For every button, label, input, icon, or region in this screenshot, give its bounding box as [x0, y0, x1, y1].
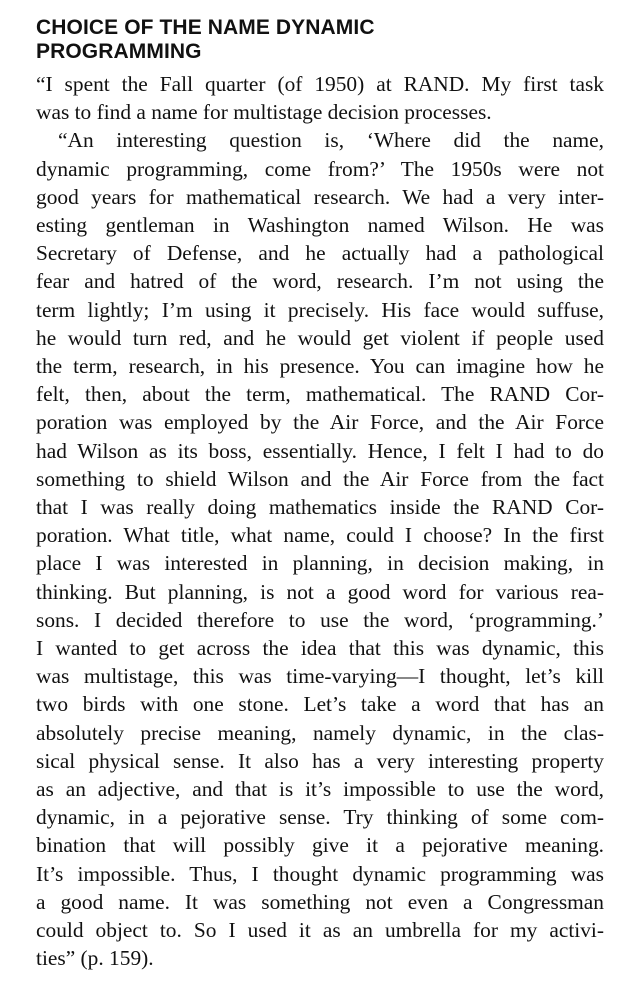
text-line: esting gentleman in Washington named Wilson. He was [36, 213, 604, 238]
text-line: had Wilson as its boss, essentially. Hence, I felt I had to do [36, 438, 604, 463]
text-line: bination that will possibly give it a pejorative meaning. [36, 833, 604, 858]
text-line: “An interesting question is, ‘Where did the name, [58, 128, 604, 153]
text-line: Secretary of Defense, and he actually had a pathological [36, 241, 604, 266]
text-line: poration was employed by the Air Force, and the Air Force [36, 410, 604, 435]
text-line: ties” (p. 159). [36, 946, 154, 971]
text-line: was to find a name for multistage decision processes. [36, 100, 492, 125]
document-page [36, 16, 604, 973]
paragraph-intro [36, 70, 604, 126]
text-line: term lightly; I’m using it precisely. His face would suffuse, [36, 297, 604, 322]
text-line: he would turn red, and he would get violent if people used [36, 325, 604, 350]
text-line: place I was interested in planning, in decision making, in [36, 551, 604, 576]
section-heading-line: PROGRAMMING [36, 40, 202, 63]
text-line: something to shield Wilson and the Air Force from the fact [36, 466, 604, 491]
text-line: that I was really doing mathematics inside the RAND Cor- [36, 495, 604, 520]
text-line: good years for mathematical research. We had a very inter- [36, 184, 604, 209]
text-line: two birds with one stone. Let’s take a word that has an [36, 692, 604, 717]
text-line: I wanted to get across the idea that this was dynamic, this [36, 636, 604, 661]
text-line: sical physical sense. It also has a very interesting property [36, 748, 604, 773]
text-line: sons. I decided therefore to use the word, ‘programming.’ [36, 607, 604, 632]
text-line: absolutely precise meaning, namely dynamic, in the clas- [36, 720, 604, 745]
text-line: dynamic programming, come from?’ The 1950s were not [36, 156, 604, 181]
text-line: thinking. But planning, is not a good word for various rea- [36, 579, 604, 604]
text-line: “I spent the Fall quarter (of 1950) at RAND. My first task [36, 72, 604, 96]
text-line: could object to. So I used it as an umbrella for my activi- [36, 918, 604, 943]
section-heading-line: CHOICE OF THE NAME DYNAMIC [36, 16, 375, 39]
text-line: It’s impossible. Thus, I thought dynamic programming was [36, 861, 604, 886]
text-line: felt, then, about the term, mathematical. The RAND Cor- [36, 382, 604, 407]
paragraph-quote [36, 126, 604, 972]
text-line: poration. What title, what name, could I choose? In the first [36, 523, 604, 548]
text-line: the term, research, in his presence. You can imagine how he [36, 354, 604, 379]
text-line: was multistage, this was time-varying—I thought, let’s kill [36, 664, 604, 689]
section-heading [36, 16, 604, 64]
text-line: fear and hatred of the word, research. I’m not using the [36, 269, 604, 294]
text-line: dynamic, in a pejorative sense. Try thinking of some com- [36, 805, 604, 830]
text-line: as an adjective, and that is it’s impossible to use the word, [36, 777, 604, 802]
text-line: a good name. It was something not even a Congressman [36, 889, 604, 914]
